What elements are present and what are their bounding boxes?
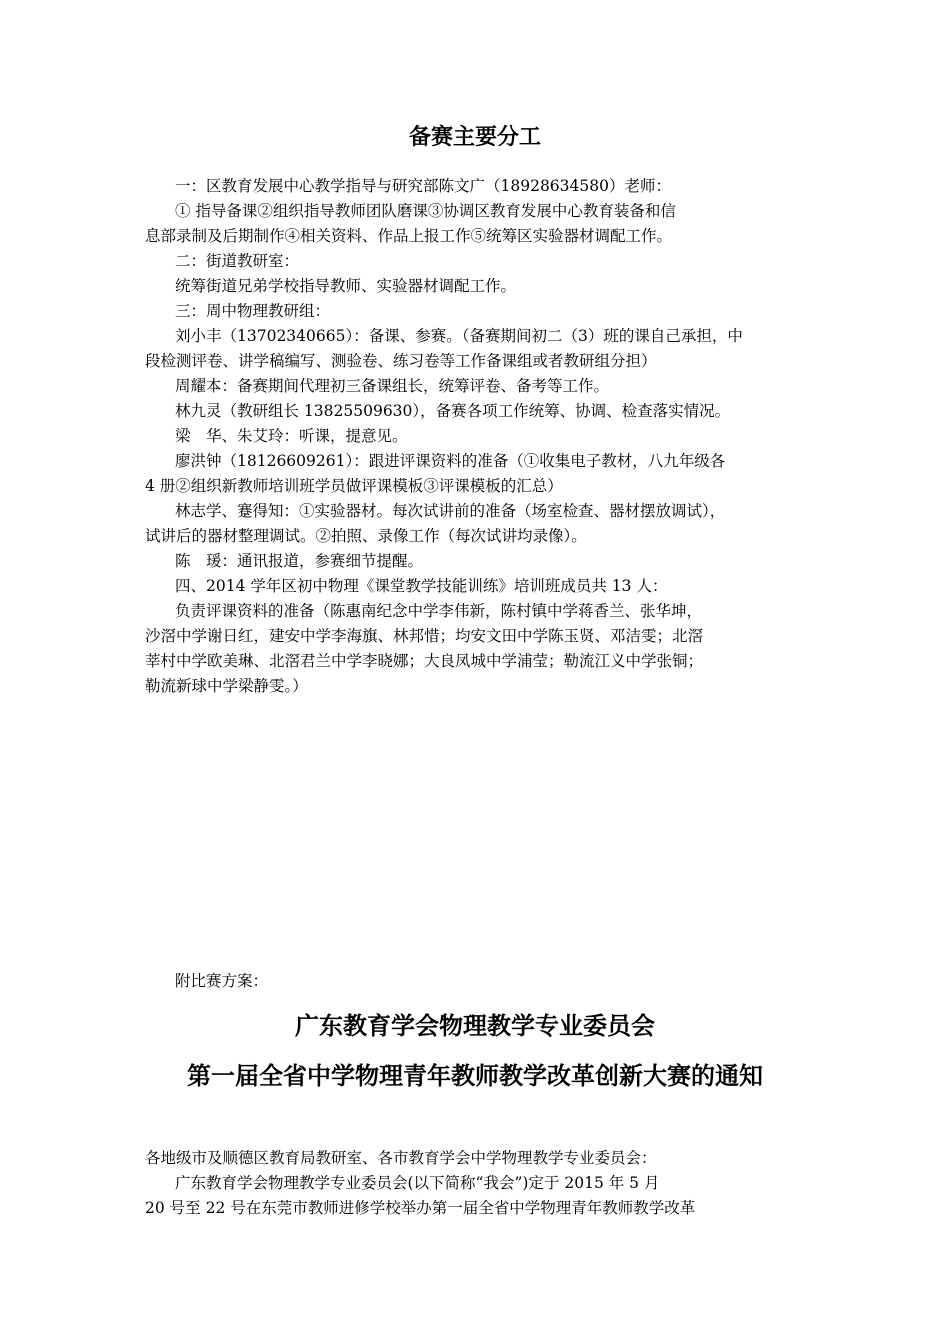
notice-title-competition: 第一届全省中学物理青年教师教学改革创新大赛的通知 bbox=[187, 1061, 763, 1090]
paragraph-line: 二：街道教研室： bbox=[175, 252, 300, 270]
paragraph-line: 段检测评卷、讲学稿编写、测验卷、练习卷等工作备课组或者教研组分担） bbox=[145, 352, 657, 370]
paragraph-line: ① 指导备课②组织指导教师团队磨课③协调区教育发展中心教育装备和信 bbox=[175, 202, 676, 220]
paragraph-line: 莘村中学欧美琳、北滘君兰中学李晓娜；大良凤城中学浦莹；勒流江义中学张铜； bbox=[145, 652, 704, 670]
paragraph-line: 一：区教育发展中心教学指导与研究部陈文广（18928634580）老师： bbox=[175, 177, 671, 195]
paragraph-line: 四、2014 学年区初中物理《课堂教学技能训练》培训班成员共 13 人： bbox=[175, 577, 668, 595]
paragraph-line: 刘小丰（13702340665）：备课、参赛。（备赛期间初二（3）班的课自己承担，中 bbox=[175, 327, 743, 345]
paragraph-line: 周耀本：备赛期间代理初三备课组长，统筹评卷、备考等工作。 bbox=[175, 377, 610, 395]
notice-body bbox=[145, 1146, 811, 1221]
paragraph-line: 息部录制及后期制作④相关资料、作品上报工作⑤统筹区实验器材调配工作。 bbox=[145, 227, 673, 245]
page-title: 备赛主要分工 bbox=[408, 124, 541, 150]
notice-line: 广东教育学会物理教学专业委员会(以下简称“我会”)定于 2015 年 5 月 bbox=[175, 1174, 660, 1192]
paragraph-line: 梁 华、朱艾玲：听课，提意见。 bbox=[175, 427, 408, 445]
paragraph-line: 三：周中物理教研组： bbox=[175, 302, 331, 320]
paragraph-line: 沙滘中学谢日红，建安中学李海旗、林邦惜；均安文田中学陈玉贤、邓洁雯；北滘 bbox=[145, 627, 704, 645]
paragraph-line: 陈 瑗：通讯报道，参赛细节提醒。 bbox=[175, 552, 424, 570]
appendix-label: 附比赛方案： bbox=[175, 972, 269, 990]
notice-title-organization: 广东教育学会物理教学专业委员会 bbox=[295, 1011, 655, 1040]
division-of-work-section bbox=[145, 174, 811, 699]
notice-line: 20 号至 22 号在东莞市教师进修学校举办第一届全省中学物理青年教师教学改革 bbox=[145, 1199, 696, 1217]
paragraph-line: 勒流新球中学梁静雯。） bbox=[145, 677, 308, 695]
paragraph-line: 林九灵（教研组长 13825509630），备赛各项工作统筹、协调、检查落实情况。 bbox=[175, 402, 731, 420]
paragraph-line: 廖洪钟（18126609261）：跟进评课资料的准备（①收集电子教材，八九年级各 bbox=[175, 452, 726, 470]
paragraph-line: 林志学、蹇得知：①实验器材。每次试讲前的准备（场室检查、器材摆放调试）， bbox=[175, 502, 726, 520]
paragraph-line: 统筹街道兄弟学校指导教师、实验器材调配工作。 bbox=[175, 277, 517, 295]
notice-line: 各地级市及顺德区教育局教研室、各市教育学会中学物理教学专业委员会： bbox=[145, 1149, 657, 1167]
paragraph-line: 负责评课资料的准备（陈惠南纪念中学李伟新，陈村镇中学蒋香兰、张华坤， bbox=[175, 602, 703, 620]
paragraph-line: 试讲后的器材整理调试。②拍照、录像工作（每次试讲均录像）。 bbox=[145, 527, 587, 545]
paragraph-line: 4 册②组织新教师培训班学员做评课模板③评课模板的汇总） bbox=[145, 477, 563, 495]
